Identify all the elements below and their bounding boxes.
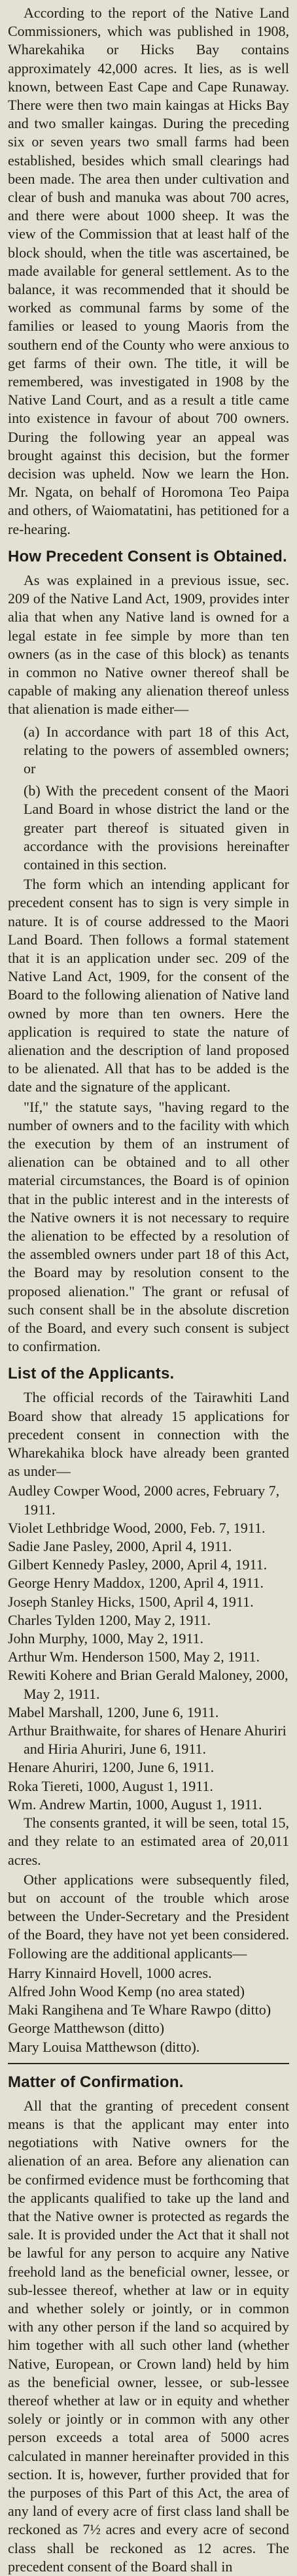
list-item: Arthur Braithwaite, for shares of Henare Ahuriri and Hiria Ahuriri, June 6, 1911.: [8, 1722, 287, 1758]
list-item: Wm. Andrew Martin, 1000, August 1, 1911.: [8, 1796, 262, 1813]
section-heading-applicants: List of the Applicants.: [8, 1365, 175, 1383]
list-item: Alfred John Wood Kemp (no area stated): [8, 1982, 245, 1999]
list-item: Rewiti Kohere and Brian Gerald Maloney, 2000, May 2, 1911.: [8, 1667, 288, 1702]
section-heading-confirmation: Matter of Confirmation.: [8, 2073, 184, 2091]
list-item: Mabel Marshall, 1200, June 6, 1911.: [8, 1703, 219, 1720]
intro-paragraph: According to the report of the Native Land Commissioners, which was published in 1908, Wharekahika or Hicks Bay contains approximately 42,000 acres. It lies, as is well known, between East Cape and Cape Runaway. There were then two main kaingas at Hicks Bay and two smaller kaingas. During the preceding six or seven years two small farms had been established, besides which small clearings had been made. The area then under cultivation and clear of bush and manuka was about 700 acres, and there were about 1000 sheep. It was the view of the Commission that at least half of the block should, when the title was ascertained, be made available for general settlement. As to the balance, it was recommended that it should be worked as communal farms by some of the families or leased to young Maoris from the southern end of the County who were anxious to get farms of their own. The title, it will be remembered, was investigated in 1908 by the Native Land Court, and as a result a title came into existence in favour of about 700 owners. During the following year an appeal was brought against this decision, but the former decision was upheld. Now we learn the Hon. Mr. Ngata, on behalf of Horomona Teo Paipa and others, of Waiomatatini, has petitioned for a re-hearing.: [8, 5, 289, 537]
body-paragraph: "If," the statute says, "having regard to the number of owners and to the facility with which the execution by them of an instrument of alienation can be obtained and to all other material circumstances, the Board is of opinion that in the public interest and in the interests of the Native owners it is not necessary to require the alienation to be effected by a resolution of the assembled owners under part 18 of this Act, the Board may by resolution consent to the proposed alienation." The grant or refusal of such consent shall be in the absolute discretion of the Board, and every such consent is subject to confirmation.: [8, 1098, 289, 1355]
body-paragraph: The consents granted, it will be seen, total 15, and they relate to an estimated area of 20,011 acres.: [8, 1815, 289, 1868]
list-item: Joseph Stanley Hicks, 1500, April 4, 1911.: [8, 1593, 254, 1610]
body-paragraph: All that the granting of precedent consent means is that the applicant may enter into negotiations with Native owners for the alienation of an area. Before any alienation can be confirmed evidence must be forthcoming that the applicants qualified to take up the land and that the Native owner is protected as regards the sale. It is provided under the Act that it shall not be lawful for any person to acquire any Native freehold land as the beneficial owner, lessee, or sub-lessee thereof, whether at law or in equity and whether solely or jointly, or in common with any other person if the land so acquired by him together with all such other land (whether Native, European, or Crown land) held by him as the beneficial owner, lessee, or sub-lessee thereof whether at law or in equity and whether solely or jointly or in common with any other person exceeds a total area of 5000 acres calculated in manner hereinafter provided in this section. It is, however, further provided that for the purposes of this Part of this Act, the area of any land of every acre of first class land shall be reckoned as 7½ acres and every acre of second class shall be reckoned as 12 acres. The precedent consent of the Board shall in: [8, 2097, 289, 2575]
list-item: John Murphy, 1000, May 2, 1911.: [8, 1630, 204, 1647]
body-paragraph: The form which an intending applicant for precedent consent has to sign is very simple in nature. It is of course addressed to the Maori Land Board. Then follows a formal statement that it is an application under sec. 209 of the Native Land Act, 1909, for the consent of the Board to the following alienation of Native land owned by more than ten owners. Here the application is required to state the nature of alienation and the description of land proposed to be alienated. All that has to be added is the date and the signature of the applicant.: [8, 876, 289, 1096]
list-item: Maki Rangihena and Te Whare Rawpo (ditto): [8, 2001, 271, 2018]
body-paragraph: As was explained in a previous issue, sec. 209 of the Native Land Act, 1909, provides inter alia that when any Native land is owned for a legal estate in fee simple by more than ten owners (as in the case of this block) as tenants in common no Native owner thereof shall be capable of making any alienation thereof unless that alienation is made either—: [8, 571, 289, 718]
list-item: Sadie Jane Pasley, 2000, April 4, 1911.: [8, 1538, 232, 1555]
list-item: Harry Kinnaird Hovell, 1000 acres.: [8, 1964, 212, 1981]
section-heading-precedent-consent: How Precedent Consent is Obtained.: [8, 547, 287, 565]
list-item: Gilbert Kennedy Pasley, 2000, April 4, 1911.: [8, 1556, 268, 1573]
list-item: Arthur Wm. Henderson 1500, May 2, 1911.: [8, 1648, 260, 1665]
list-item: George Henry Maddox, 1200, April 4, 1911.: [8, 1575, 264, 1592]
section-divider: [8, 2063, 289, 2064]
list-item: Roka Tiereti, 1000, August 1, 1911.: [8, 1777, 213, 1794]
clause-b: (b) With the precedent consent of the Maori Land Board in whose district the land or the greater part thereof is situated given in accordance with the provisions hereinafter contained in this section.: [24, 782, 289, 873]
list-item: George Matthewson (ditto): [8, 2020, 165, 2037]
list-item: Mary Louisa Matthewson (ditto).: [8, 2038, 200, 2055]
list-item: Charles Tylden 1200, May 2, 1911.: [8, 1611, 211, 1628]
clause-a: (a) In accordance with part 18 of this Act, relating to the powers of assembled owners; or: [24, 723, 289, 777]
applicant-list: [8, 1482, 289, 1814]
list-item: Henare Ahuriri, 1200, June 6, 1911.: [8, 1759, 215, 1776]
list-item: Audley Cowper Wood, 2000 acres, February 7, 1911.: [8, 1482, 280, 1518]
list-item: Violet Lethbridge Wood, 2000, Feb. 7, 1911.: [8, 1519, 266, 1536]
body-paragraph: Other applications were subsequently filed, but on account of the trouble which arose between the Under-Secretary and the President of the Board, they have not yet been considered. Following are the additional applicants—: [8, 1871, 289, 1962]
body-paragraph: The official records of the Tairawhiti Land Board show that already 15 applications for precedent consent in connection with the Wharekahika block have already been granted as under—: [8, 1389, 289, 1480]
additional-applicant-list: [8, 1964, 289, 2056]
